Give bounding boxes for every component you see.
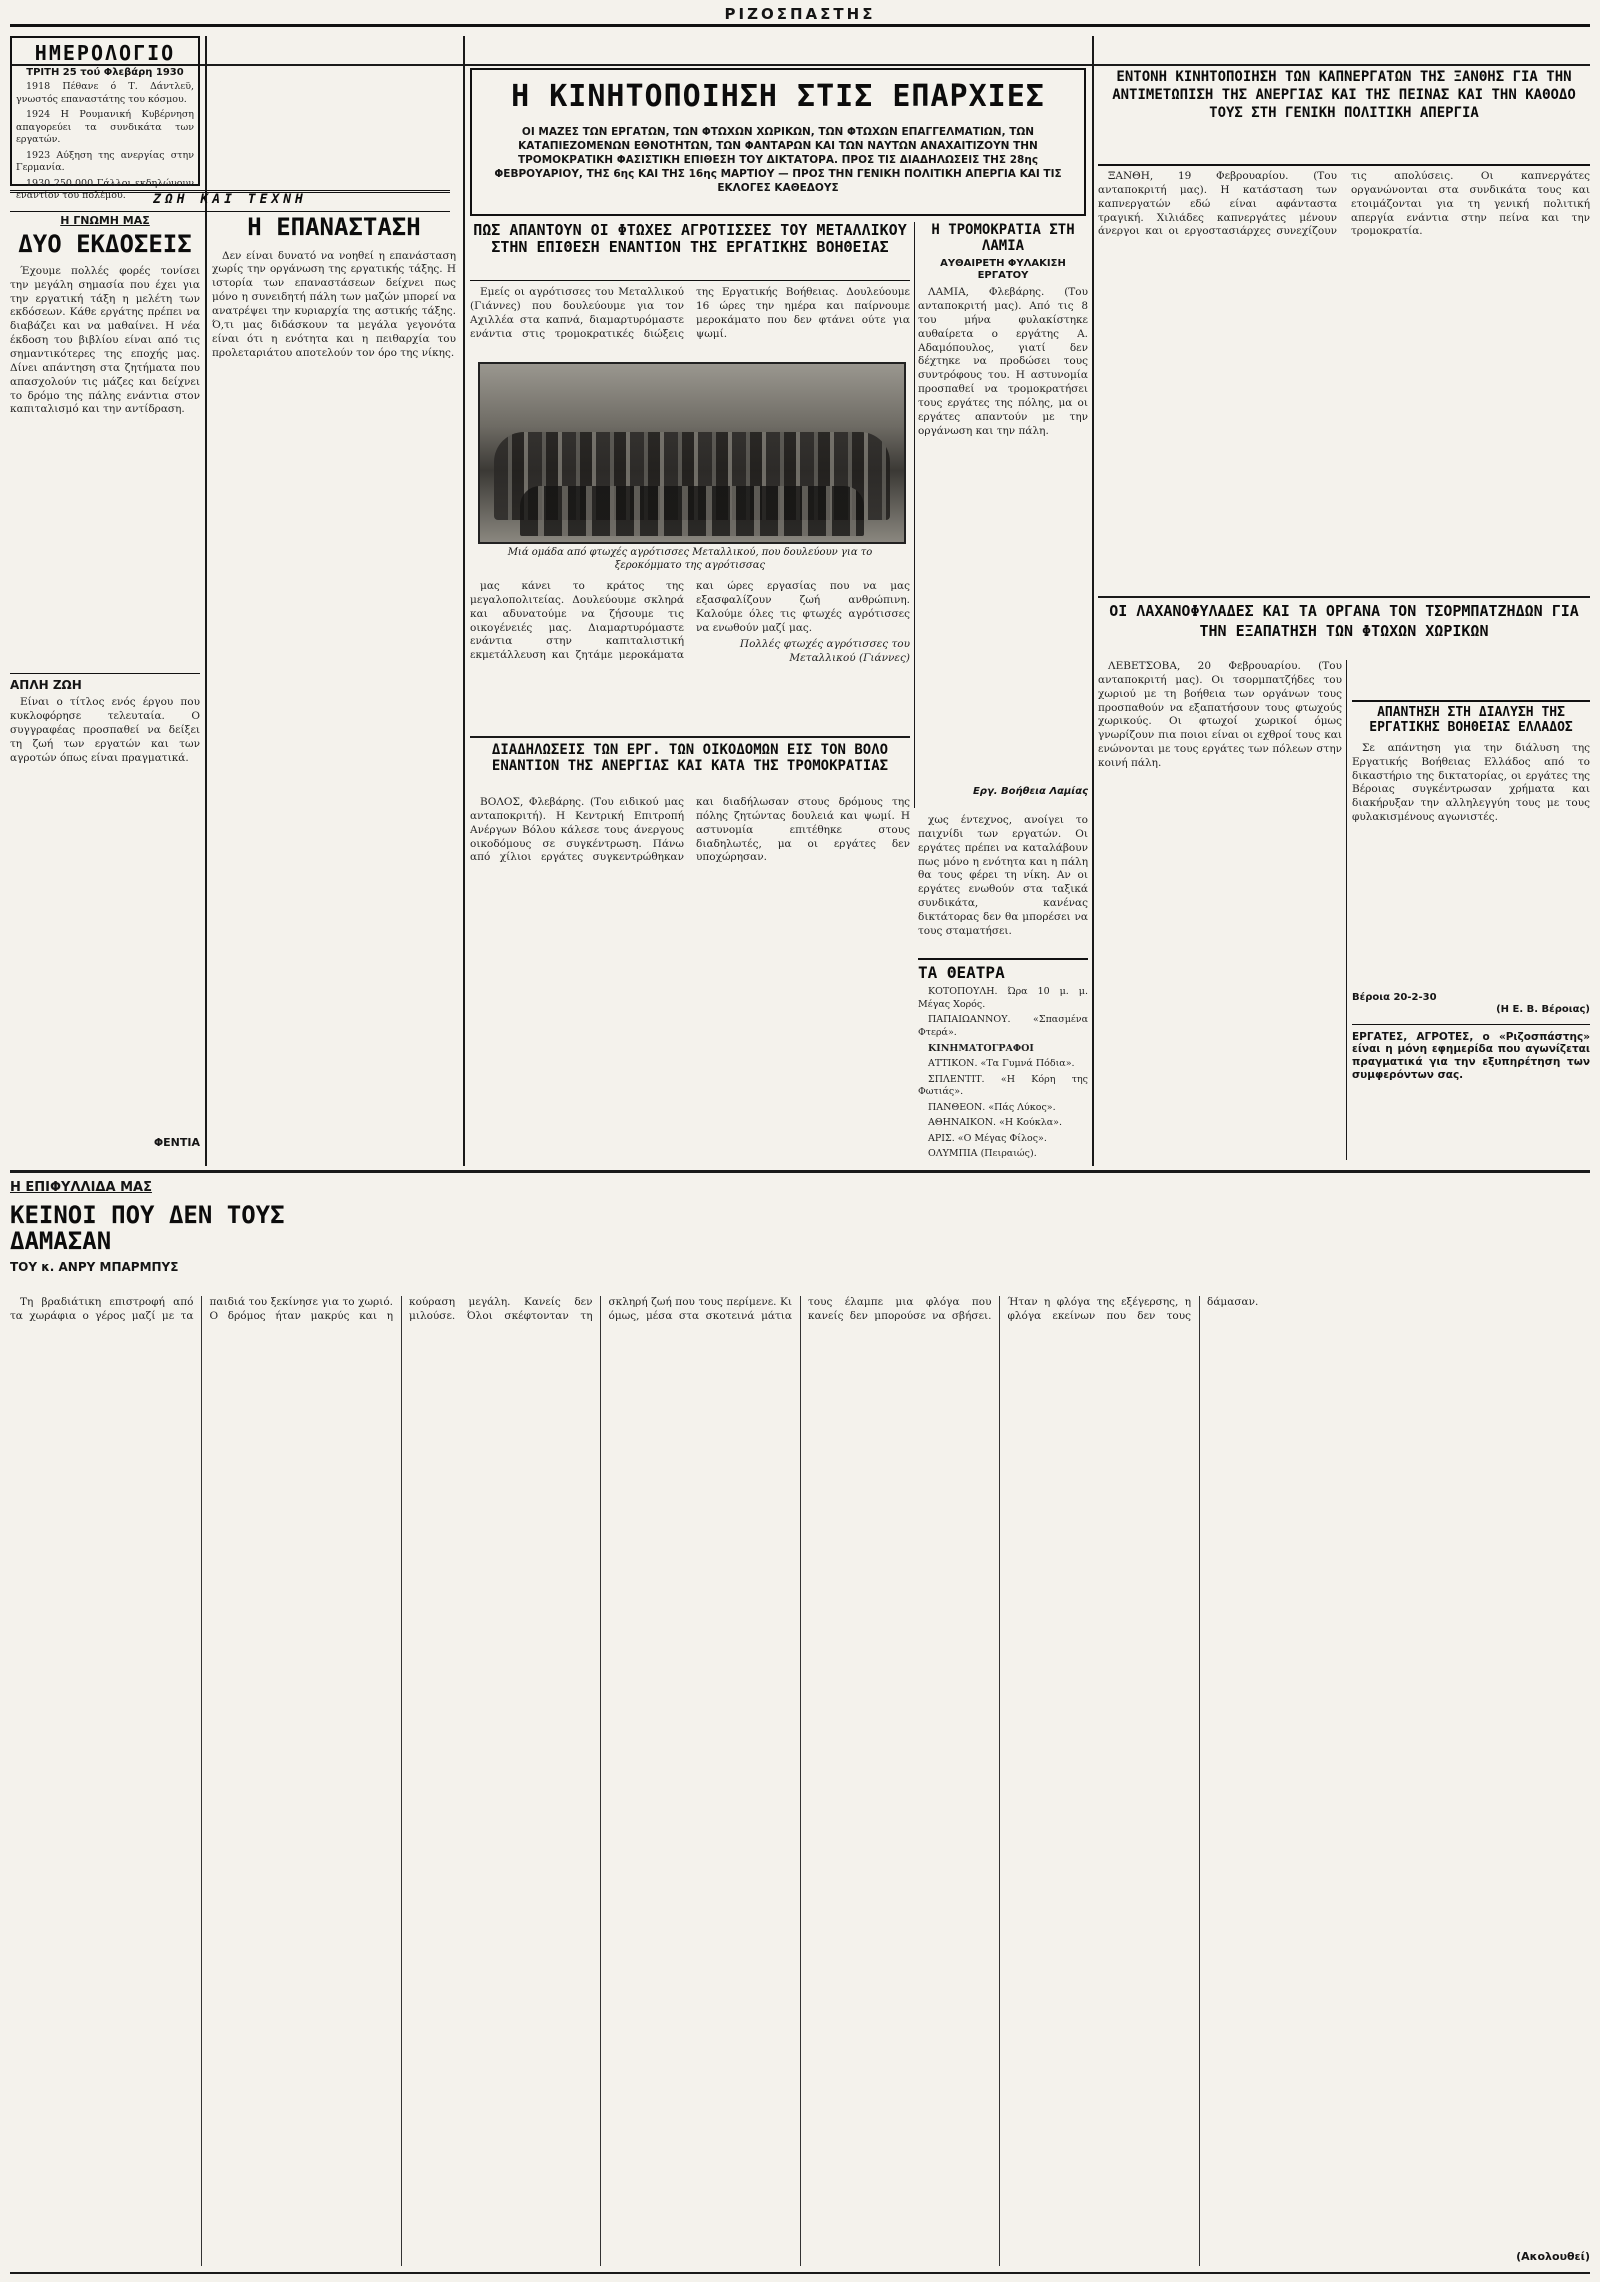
- diary-entries: [16, 81, 194, 202]
- lamia-sign: Εργ. Βοήθεια Λαμίας: [972, 786, 1088, 798]
- lachanofylades-head: [1098, 602, 1590, 656]
- feuilleton-author: ΤΟΥ κ. ΑΝΡΥ ΜΠΑΡΜΠΥΣ: [10, 1260, 179, 1275]
- feuilleton-end-note: (Ακολουθεί): [1516, 2250, 1590, 2263]
- theatre-item: ΚΙΝΗΜΑΤΟΓΡΑΦΟΙ: [928, 1042, 1034, 1054]
- theatre-item: ΠΑΝΘΕΟΝ. «Πάς Λύκος».: [928, 1101, 1056, 1113]
- answer-title: ΑΠΑΝΤΗΣΗ ΣΤΗ ΔΙΑΛΥΣΗ ΤΗΣ ΕΡΓΑΤΙΚΗΣ ΒΟΗΘΕΙΑΣ ΕΛΛΑΔΟΣ: [1352, 700, 1590, 736]
- metallikou-title: ΠΩΣ ΑΠΑΝΤΟΥΝ ΟΙ ΦΤΩΧΕΣ ΑΓΡΟΤΙΣΣΕΣ ΤΟΥ ΜΕΤΑΛΛΙΚΟΥ ΣΤΗΝ ΕΠΙΘΕΣΗ ΕΝΑΝΤΙΟΝ ΤΗΣ ΕΡΓΑΤΙΚΗΣ ΒΟΗΘΕΙΑΣ: [473, 221, 907, 257]
- theatres-box: [918, 958, 1088, 1166]
- opinion-subtitle: ΑΠΛΗ ΖΩΗ: [10, 673, 200, 692]
- builders-head: [470, 742, 910, 790]
- mobilization-box: [470, 68, 1086, 216]
- col-rule-3: [1092, 36, 1094, 1166]
- middle-continuation: [918, 814, 1088, 954]
- lamia-body: [918, 286, 1088, 786]
- lachanofylades-title: ΟΙ ΛΑΧΑΝΟΦΥΛΑΔΕΣ ΚΑΙ ΤΑ ΟΡΓΑΝΑ ΤΟΝ ΤΣΟΡΜΠΑΤΖΗΔΩΝ ΓΙΑ ΤΗΝ ΕΞΑΠΑΤΗΣΗ ΤΩΝ ΦΤΩΧΩΝ ΧΩΡΙΚΩΝ: [1109, 602, 1579, 640]
- metallikou-continued: [470, 580, 910, 730]
- feuilleton-top-rule: [10, 1170, 1590, 1173]
- feuilleton-body: [10, 1296, 1590, 2266]
- lachanofylades-body-text: ΛΕΒΕΤΣΟΒΑ, 20 Φεβρουαρίου. (Του ανταποκριτή μας). Οι τσορμπατζήδες του χωριού με τη βοήθεια των οργάνων τους προσπαθούν να εξαπατήσουν τους φτωχούς χωρικούς. Οι φτωχοί χωρικοί όμως γνωρίζουν πια ποιοι είναι οι εχθροί τους και ενώνονται με τους εργάτες των πόλεων στην κοινή πάλη.: [1098, 660, 1342, 770]
- diary-title: ΗΜΕΡΟΛΟΓΙΟ: [34, 41, 176, 65]
- revolution-body-text: Δεν είναι δυνατό να νοηθεί η επανάσταση χωρίς την οργάνωση της εργατικής τάξης. Η ιστορία των επαναστάσεων δείχνει πως μόνο η συνειδητή πάλη των μαζών μπορεί να ανατρέψει την κυριαρχία της αστικής τάξης. Ό,τι μας διδάσκουν τα μεγάλα γεγονότα είναι ότι η ενότητα και η πειθαρχία του προλεταριάτου αποτελούν τον όρο της νίκης.: [212, 249, 456, 359]
- metallikou-intro: [470, 286, 910, 356]
- lachanofylades-rule: [1098, 596, 1590, 598]
- middle-continuation-text: χως έντεχνος, ανοίγει το παιχνίδι των εργατών. Οι εργάτες πρέπει να καταλάβουν πως μόνο η ενότητα και η πάλη θα τους φέρει τη νίκη. Αν οι εργάτες ενωθούν στα ταξικά συνδικάτα, κανένας δικτάτορας δεν θα μπορέσει να τους σταματήσει.: [918, 814, 1088, 937]
- answer-sign: (Η Ε. Β. Βέροιας): [1496, 1003, 1590, 1015]
- opinion-body: [10, 265, 200, 665]
- theatres-list: [918, 986, 1088, 1160]
- mobilization-title: Η ΚΙΝΗΤΟΠΟΙΗΣΗ ΣΤΙΣ ΕΠΑΡΧΙΕΣ: [511, 79, 1045, 114]
- col-rule-2: [463, 36, 465, 1166]
- theatre-item: ΚΟΤΟΠΟΥΛΗ. Ώρα 10 μ. μ. Μέγας Χορός.: [918, 986, 1088, 1010]
- theatres-title: ΤΑ ΘΕΑΤΡΑ: [918, 963, 1005, 982]
- diary-entry: 1918 Πέθανε ό Τ. Δάντλεϋ, γνωστός επαναστάτης του κόσμου.: [16, 81, 194, 105]
- theatre-item: ΑΘΗΝΑΙΚΟΝ. «Η Κούκλα».: [928, 1117, 1063, 1129]
- diary-entry: 1924 Η Ρουμανική Κυβέρνηση απαγορεύει τα συνδικάτα των εργατών.: [16, 109, 194, 146]
- builders-body: [470, 796, 910, 1162]
- top-rule: [10, 64, 1590, 66]
- theatre-item: ΟΛΥΜΠΙΑ (Πειραιώς).: [928, 1148, 1037, 1160]
- diary-date: ΤΡΙΤΗ 25 τού Φλεβάρη 1930: [26, 67, 184, 78]
- opinion-kicker: Η ΓΝΩΜΗ ΜΑΣ: [60, 214, 150, 227]
- metallikou-body2: μας κάνει το κράτος της μεγαλοπολιτείας. Δουλεύουμε σκληρά και αδυνατούμε να ζήσουμε τις οικογένειές μας. Διαμαρτυρόμαστε ενάντια στην καπιταλιστική εκμετάλλευση και ζητάμε μεροκάματα και ώρες εργασίας που να μας εξασφαλίζουν ζωή ανθρώπινη. Καλούμε όλες τις φτωχές αγρότισσες να ενωθούν μαζί μας.: [470, 580, 910, 662]
- feuilleton-title: ΚΕΙΝΟΙ ΠΟΥ ΔΕΝ ΤΟΥΣ ΔΑΜΑΣΑΝ: [10, 1200, 285, 1255]
- xanthi-body: [1098, 170, 1590, 590]
- feuilleton-head: [10, 1180, 310, 1290]
- theatre-item: ΑΡΙΣ. «Ο Μέγας Φίλος».: [928, 1132, 1047, 1144]
- builders-body-text: ΒΟΛΟΣ, Φλεβάρης. (Του ειδικού μας ανταποκριτή). Η Κεντρική Επιτροπή Ανέργων Βόλου κάλεσε τους άνεργους οικοδόμους σε συγκέντρωση. Πάνω από χίλιοι εργάτες συγκεντρώθηκαν και διαδήλωσαν στους δρόμους της πόλης ζητώντας δουλειά και ψωμί. Η αστυνομία επιτέθηκε στους διαδηλωτές, μα οι εργάτες δεν υποχώρησαν.: [470, 796, 910, 864]
- xanthi-head: [1098, 68, 1590, 166]
- photo-caption: Μιά ομάδα από φτωχές αγρότισσες Μεταλλικού, που δουλεύουν για το ξεροκόμματο της αγρότισσας: [507, 547, 873, 571]
- opinion-sub-body: [10, 696, 200, 1136]
- answer-body: [1352, 742, 1590, 992]
- xanthi-body-text: ΞΑΝΘΗ, 19 Φεβρουαρίου. (Του ανταποκριτή μας). Η κατάσταση των καπνεργατών εδώ είναι αφάνταστα τραγική. Χιλιάδες καπνεργάτες μένουν άνεργοι και οι εργοστασιάρχες συνεχίζουν τις απολύσεις. Οι καπνεργάτες οργανώνονται στα συνδικάτα τους και ετοιμάζονται για τη γενική πολιτική απεργία ενάντια στην πείνα και την τρομοκρατία.: [1098, 170, 1590, 238]
- revolution-column: [212, 214, 456, 1164]
- diary-box: [10, 36, 200, 202]
- opinion-signature: ΦΕΝΤΙΑ: [153, 1136, 200, 1150]
- opinion-body-text: Έχουμε πολλές φορές τονίσει την μεγάλη σημασία που έχει για την εργατική τάξη η μελέτη των εκδόσεων. Κάθε εργάτης πρέπει να διαβάζει και να μαθαίνει. Η νέα έκδοση του βιβλίου είναι από τις σημαντικότερες της εποχής μας. Δίνει απάντηση στα ζητήματα που απασχολούν τις μάζες και δείχνει το δρόμο της πάλης ενάντια στον καπιταλισμό και την αντίδραση.: [10, 264, 200, 416]
- feuilleton-kicker: Η ΕΠΙΦΥΛΛΙΔΑ ΜΑΣ: [10, 1180, 152, 1195]
- lamia-body-text: ΛΑΜΙΑ, Φλεβάρης. (Του ανταποκριτή μας). Από τις 8 του μήνα φυλακίστηκε αυθαίρετα ο εργάτης Α. Αδαμόπουλος, γιατί δεν δέχτηκε να προδώσει τους συντρόφους του. Η αστυνομία προσπαθεί να τρομοκρατήσει τους εργάτες της πόλης, μα οι εργάτες απαντούν με την οργάνωση και την πάλη.: [918, 286, 1088, 437]
- lamia-rule: [914, 222, 915, 808]
- metallikou-body: Εμείς οι αγρότισσες του Μεταλλικού (Γιάννες) που δουλεύουμε για τον Αχιλλέα στα καπνά, διαμαρτυρόμαστε ενάντια στις τρομοκρατικές διώξεις της Εργατικής Βοήθειας. Δουλεύουμε 16 ώρες την ημέρα και παίρνουμε μεροκάματο που δεν φτάνει ούτε για ψωμί.: [470, 286, 910, 340]
- photo-front-row: [520, 486, 864, 536]
- section-life-art: ΖΩΗ ΚΑΙ ΤΕΧΝΗ: [153, 192, 307, 207]
- diary-entry: 1923 Αύξηση της ανεργίας στην Γερμανία.: [16, 149, 194, 174]
- lachanofylades-body: [1098, 660, 1342, 1160]
- opinion-column: [10, 214, 200, 1164]
- theatre-item: ΑΤΤΙΚΟΝ. «Τα Γυμνά Πόδια».: [928, 1058, 1075, 1070]
- answer-appeal: ΕΡΓΑΤΕΣ, ΑΓΡΟΤΕΣ, ο «Ριζοσπάστης» είναι η μόνη εφημερίδα που αγωνίζεται πραγματικά για την εξυπηρέτηση των συμφερόντων σας.: [1352, 1024, 1590, 1081]
- masthead: ΡΙΖΟΣΠΑΣΤΗΣ: [10, 4, 1590, 27]
- lamia-column: [918, 222, 1088, 808]
- metallikou-sign: Πολλές φτωχές αγρότισσες του Μεταλλικού (Γιάννες): [739, 638, 910, 665]
- metallikou-head: [470, 222, 910, 281]
- lamia-title: Η ΤΡΟΜΟΚΡΑΤΙΑ ΣΤΗ ΛΑΜΙΑ: [931, 222, 1075, 255]
- builders-top-rule: [470, 736, 910, 738]
- bottom-rule: [10, 2272, 1590, 2274]
- answer-body-text: Σε απάντηση για την διάλυση της Εργατικής Βοήθειας Ελλάδος από το δικαστήριο της δικτατορίας, οι εργάτες της Βέροιας συγκέντρωσαν χρήματα και διακήρυξαν την αλληλεγγύη τους με τους φυλακισμένους αγωνιστές.: [1352, 741, 1590, 824]
- builders-title: ΔΙΑΔΗΛΩΣΕΙΣ ΤΩΝ ΕΡΓ. ΤΩΝ ΟΙΚΟΔΟΜΩΝ ΕΙΣ ΤΟΝ ΒΟΛΟ ΕΝΑΝΤΙΟΝ ΤΗΣ ΑΝΕΡΓΙΑΣ ΚΑΙ ΚΑΤΑ ΤΗΣ ΤΡΟΜΟΚΡΑΤΙΑΣ: [491, 742, 889, 775]
- theatre-item: ΠΑΠΑΙΩΑΝΝΟΥ. «Σπασμένα Φτερά».: [918, 1014, 1088, 1038]
- opinion-sub-body-text: Είναι ο τίτλος ενός έργου που κυκλοφόρησε τελευταία. Ο συγγραφέας προσπαθεί να δείξει τη ζωή των εργατών και των αγροτών όπως είναι πραγματικά.: [10, 696, 200, 764]
- xanthi-title: ΕΝΤΟΝΗ ΚΙΝΗΤΟΠΟΙΗΣΗ ΤΩΝ ΚΑΠΝΕΡΓΑΤΩΝ ΤΗΣ ΞΑΝΘΗΣ ΓΙΑ ΤΗΝ ΑΝΤΙΜΕΤΩΠΙΣΗ ΤΗΣ ΑΝΕΡΓΙΑΣ ΚΑΙ ΤΗΣ ΠΕΙΝΑΣ ΚΑΙ ΤΗΝ ΚΑΘΟΔΟ ΤΟΥΣ ΣΤΗ ΓΕΝΙΚΗ ΠΟΛΙΤΙΚΗ ΑΠΕΡΓΙΑ: [1112, 69, 1576, 122]
- mobilization-deck: ΟΙ ΜΑΖΕΣ ΤΩΝ ΕΡΓΑΤΩΝ, ΤΩΝ ΦΤΩΧΩΝ ΧΩΡΙΚΩΝ, ΤΩΝ ΦΤΩΧΩΝ ΕΠΑΓΓΕΛΜΑΤΙΩΝ, ΤΩΝ ΚΑΤΑΠΙΕΖΟΜΕΝΩΝ ΕΘΝΟΤΗΤΩΝ, ΤΩΝ ΦΑΝΤΑΡΩΝ ΚΑΙ ΤΩΝ ΝΑΥΤΩΝ ΑΝΑΧΑΙΤΙΖΟΥΝ ΤΗΝ ΤΡΟΜΟΚΡΑΤΙΚΗ ΦΑΣΙΣΤΙΚΗ ΕΠΙΘΕΣΗ ΤΟΥ ΔΙΚΤΑΤΟΡΑ. ΠΡΟΣ ΤΙΣ ΔΙΑΔΗΛΩΣΕΙΣ ΤΗΣ 28ης ΦΕΒΡΟΥΑΡΙΟΥ, ΤΗΣ 6ης ΚΑΙ ΤΗΣ 16ης ΜΑΡΤΙΟΥ — ΠΡΟΣ ΤΗΝ ΓΕΝΙΚΗ ΠΟΛΙΤΙΚΗ ΑΠΕΡΓΙΑ ΚΑΙ ΤΙΣ ΕΚΛΟΓΕΣ ΚΑΘΕΔΟΥΣ: [494, 125, 1062, 195]
- revolution-title: Η ΕΠΑΝΑΣΤΑΣΗ: [247, 213, 421, 241]
- diary-entry: 1930 250.000 Γάλλοι εκδηλώνουν εναντίον του πολέμου.: [16, 177, 194, 202]
- revolution-body: [212, 250, 456, 1170]
- feuilleton-body-text: Τη βραδιάτικη επιστροφή από τα χωράφια ο γέρος μαζί με τα παιδιά του ξεκίνησε για το χωριό. Ο δρόμος ήταν μακρύς και η κούραση μεγάλη. Κανείς δεν μιλούσε. Όλοι σκέφτονταν τη σκληρή ζωή που τους περίμενε. Κι όμως, μέσα στα σκοτεινά μάτια τους έλαμπε μια φλόγα που κανείς δεν μπορούσε να σβήσει. Ήταν η φλόγα της εξέγερσης, η φλόγα εκείνων που δεν τους δάμασαν.: [10, 1296, 1259, 1322]
- answer-column: [1352, 700, 1590, 1160]
- theatre-item: ΣΠΛΕΝΤΙΤ. «Η Κόρη της Φωτιάς».: [918, 1073, 1088, 1098]
- women-group-photo: [478, 362, 906, 544]
- answer-place-date: Βέροια 20-2-30: [1352, 991, 1437, 1003]
- answer-rule: [1346, 660, 1347, 1160]
- opinion-title: ΔΥΟ ΕΚΔΟΣΕΙΣ: [18, 230, 192, 259]
- lamia-sub: ΑΥΘΑΙΡΕΤΗ ΦΥΛΑΚΙΣΗ ΕΡΓΑΤΟΥ: [940, 258, 1066, 282]
- life-art-bar: [10, 190, 450, 212]
